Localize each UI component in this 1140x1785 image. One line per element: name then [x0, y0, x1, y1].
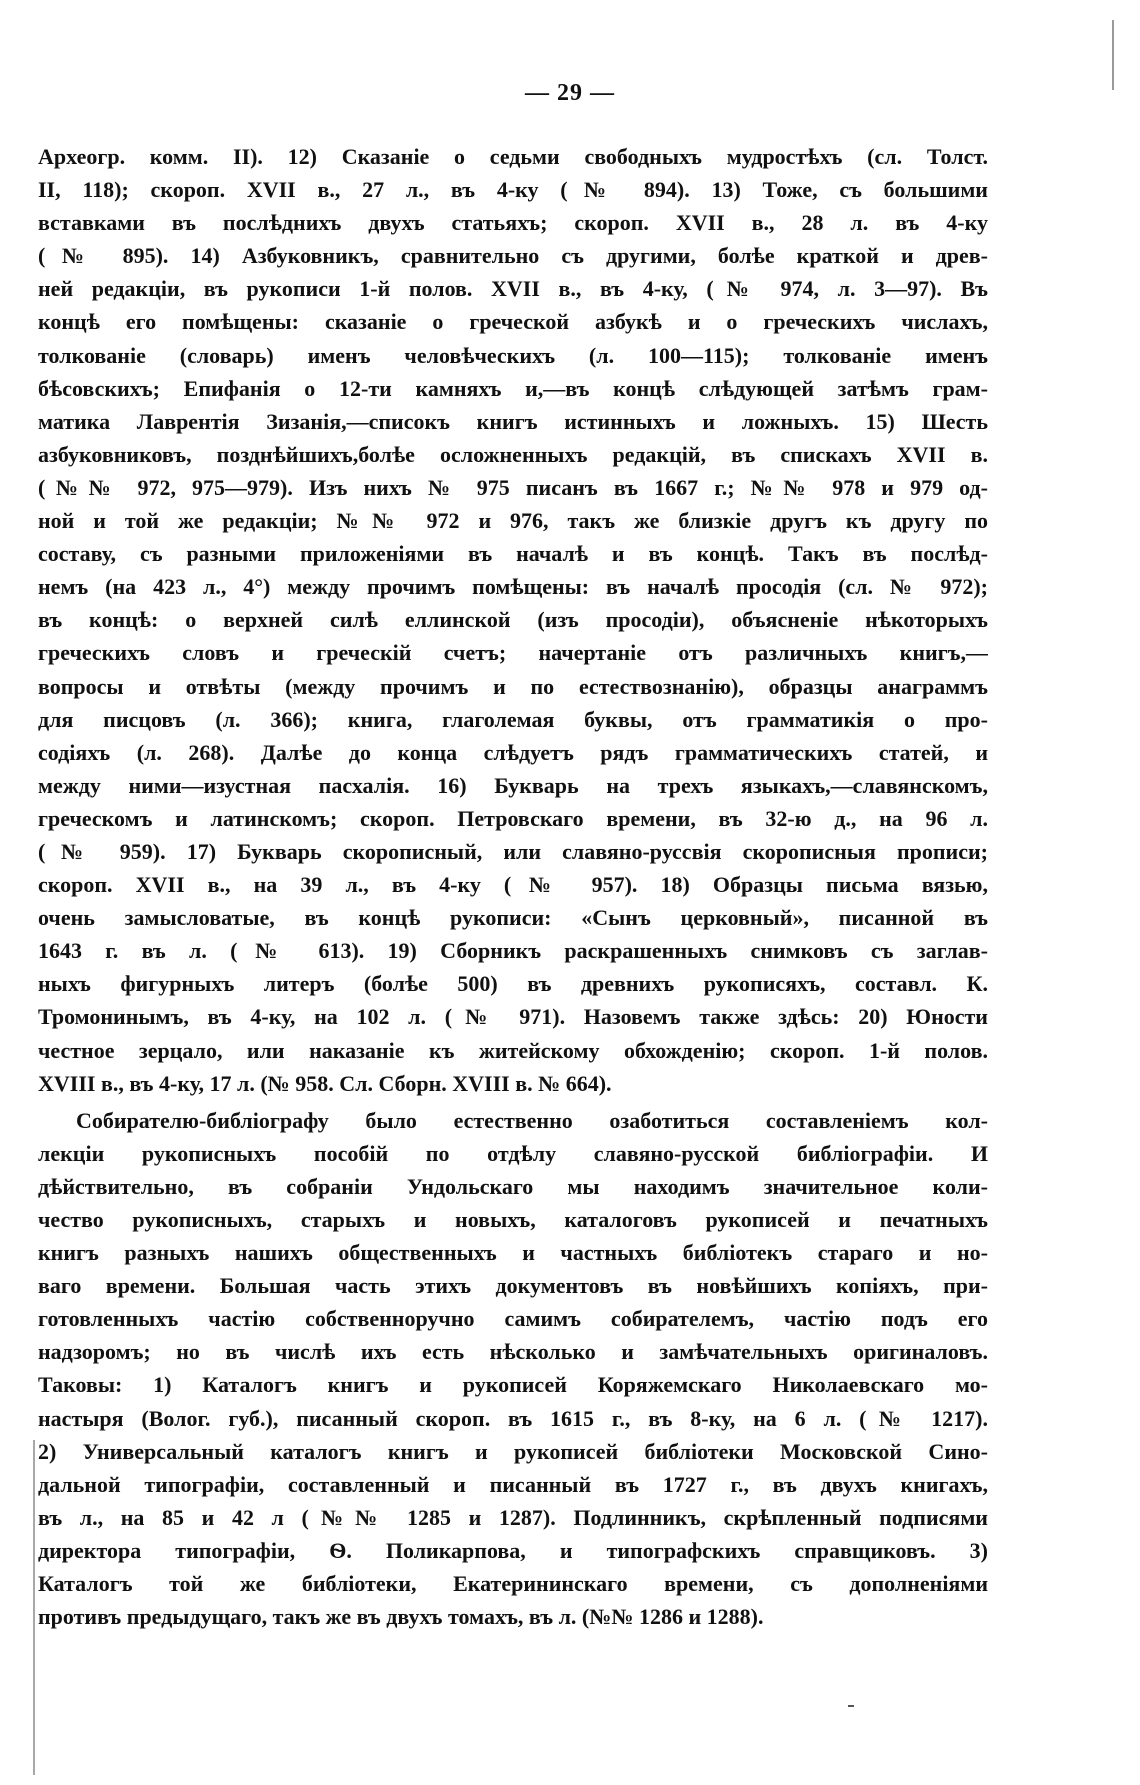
- text-line: (№ 895). 14) Азбуковникъ, сравнительно съ другими, болѣе краткой и древ-: [38, 243, 988, 269]
- text-line: чество рукописныхъ, старыхъ и новыхъ, каталоговъ рукописей и печатныхъ: [38, 1207, 988, 1232]
- text-line: очень замысловатые, въ концѣ рукописи: «Сынъ церковный», писанной въ: [38, 905, 988, 931]
- text-line: Каталогъ той же библіотеки, Екатерининскаго времени, съ дополненіями: [38, 1571, 988, 1597]
- text-line: для писцовъ (л. 366); книга, глаголемая буквы, отъ грамматикія о про-: [38, 706, 988, 732]
- text-line: лекціи рукописныхъ пособій по отдѣлу славяно-русской библіографіи. И: [38, 1140, 988, 1166]
- text-line: составу, съ разными приложеніями въ началѣ и въ концѣ. Такъ въ послѣд-: [38, 541, 988, 567]
- page-number: — 29 —: [525, 80, 615, 106]
- text-line: содіяхъ (л. 268). Далѣе до конца слѣдуетъ рядъ грамматическихъ статей, и: [38, 739, 988, 765]
- text-line: директора типографіи, Ѳ. Поликарпова, и типографскихъ справщиковъ. 3): [38, 1537, 988, 1563]
- text-line: честное зерцало, или наказаніе къ житейскому обхожденію; скороп. 1-й полов.: [38, 1037, 988, 1063]
- margin-rule-left: [33, 1440, 35, 1775]
- text-line: 1643 г. въ л. (№ 613). 19) Сборникъ раскрашенныхъ снимковъ съ заглав-: [38, 938, 988, 964]
- text-line: Собирателю-библіографу было естественно озаботиться составленіемъ кол-: [76, 1107, 988, 1133]
- text-line: (№ 959). 17) Букварь скорописный, или славяно-руссвія скорописныя прописи;: [38, 838, 988, 864]
- text-line: Таковы: 1) Каталогъ книгъ и рукописей Коряжемскаго Николаевскаго мо-: [38, 1372, 988, 1398]
- text-line: концѣ его помѣщены: сказаніе о греческой азбукѣ и о греческихъ числахъ,: [38, 309, 988, 335]
- text-line: между ними—изустная пасхалія. 16) Букварь на трехъ языкахъ,—славянскомъ,: [38, 772, 988, 798]
- text-line: вставками въ послѣднихъ двухъ статьяхъ; скороп. XVII в., 28 л. въ 4-ку: [38, 210, 988, 236]
- text-line: Археогр. комм. II). 12) Сказаніе о седьми свободныхъ мудростѣхъ (сл. Толст.: [38, 144, 988, 169]
- text-line: бѣсовскихъ; Епифанія о 12-ти камняхъ и,—въ концѣ слѣдующей затѣмъ грам-: [38, 375, 988, 401]
- text-line: греческихъ словъ и греческій счетъ; начертаніе отъ различныхъ книгъ,—: [38, 640, 988, 666]
- text-line: матика Лаврентія Зизанія,—списокъ книгъ истинныхъ и ложныхъ. 15) Шесть: [38, 408, 988, 434]
- stray-mark: [848, 1705, 854, 1707]
- text-line: ней редакціи, въ рукописи 1-й полов. XVII в., въ 4-ку, (№ 974, л. 3—97). Въ: [38, 276, 988, 302]
- text-line: дальной типографіи, составленный и писанный въ 1727 г., въ двухъ книгахъ,: [38, 1471, 988, 1497]
- text-line: 2) Универсальный каталогъ книгъ и рукописей библіотеки Московской Сино-: [38, 1438, 988, 1464]
- text-line: ваго времени. Большая часть этихъ документовъ въ новѣйшихъ копіяхъ, при-: [38, 1273, 988, 1299]
- body-text: [38, 140, 988, 1633]
- text-line: немъ (на 423 л., 4°) между прочимъ помѣщены: въ началѣ просодія (сл. № 972);: [38, 574, 988, 600]
- text-line: II, 118); скороп. XVII в., 27 л., въ 4-ку (№ 894). 13) Тоже, съ большими: [38, 177, 988, 203]
- text-line: XVIII в., въ 4-ку, 17 л. (№ 958. Сл. Сборн. XVIII в. № 664).: [38, 1070, 612, 1096]
- paragraph-2: [38, 1104, 988, 1634]
- text-line: вопросы и отвѣты (между прочимъ и по естествознанію), образцы анаграммъ: [38, 673, 988, 699]
- text-line: готовленныхъ частію собственноручно самимъ собирателемъ, частію подъ его: [38, 1306, 988, 1332]
- text-line: скороп. XVII в., на 39 л., въ 4-ку (№ 957). 18) Образцы письма вязью,: [38, 872, 988, 898]
- text-line: книгъ разныхъ нашихъ общественныхъ и частныхъ библіотекъ стараго и но-: [38, 1240, 988, 1266]
- text-line: Тромонинымъ, въ 4-ку, на 102 л. (№ 971). Назовемъ также здѣсь: 20) Юности: [38, 1004, 988, 1030]
- text-line: ныхъ фигурныхъ литеръ (болѣе 500) въ древнихъ рукописяхъ, составл. К.: [38, 971, 988, 997]
- text-line: азбуковниковъ, позднѣйшихъ,болѣе осложненныхъ редакцій, въ спискахъ XVII в.: [38, 441, 988, 467]
- text-line: надзоромъ; но въ числѣ ихъ есть нѣсколько и замѣчательныхъ оригиналовъ.: [38, 1339, 988, 1365]
- text-line: въ л., на 85 и 42 л (№№ 1285 и 1287). Подлинникъ, скрѣпленный подписями: [38, 1504, 988, 1530]
- text-line: дѣйствительно, въ собраніи Ундольскаго мы находимъ значительное коли-: [38, 1173, 988, 1199]
- text-line: въ концѣ: о верхней силѣ еллинской (изъ просодіи), объясненіе нѣкоторыхъ: [38, 607, 988, 633]
- text-line: ной и той же редакціи; №№ 972 и 976, такъ же близкіе другъ къ другу по: [38, 508, 988, 534]
- text-line: (№№ 972, 975—979). Изъ нихъ № 975 писанъ въ 1667 г.; №№ 978 и 979 од-: [38, 474, 988, 500]
- paragraph-1: [38, 140, 988, 1100]
- text-line: греческомъ и латинскомъ; скороп. Петровскаго времени, въ 32-ю д., на 96 л.: [38, 805, 988, 831]
- text-line: противъ предыдущаго, такъ же въ двухъ томахъ, въ л. (№№ 1286 и 1288).: [38, 1604, 764, 1630]
- text-line: настыря (Волог. губ.), писанный скороп. въ 1615 г., въ 8-ку, на 6 л. (№ 1217).: [38, 1405, 988, 1431]
- text-line: толкованіе (словарь) именъ человѣческихъ (л. 100—115); толкованіе именъ: [38, 342, 988, 368]
